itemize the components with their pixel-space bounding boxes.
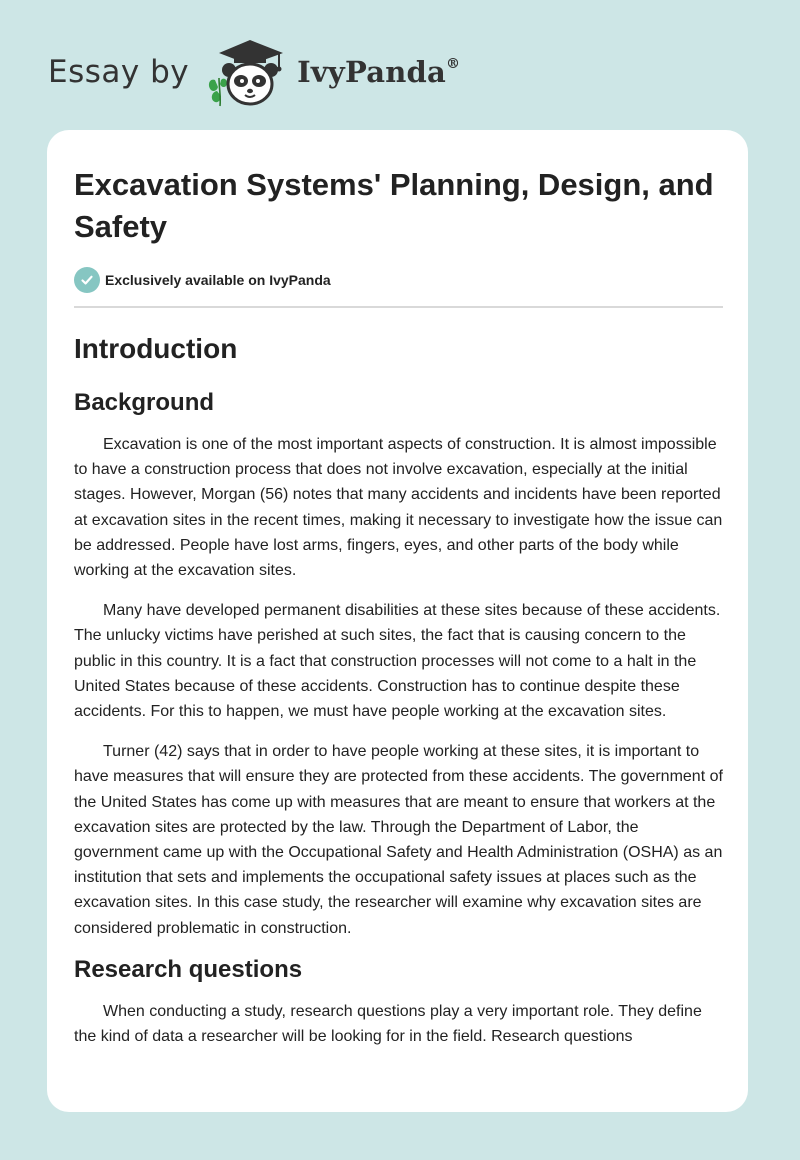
- brand-name-text: IvyPanda: [297, 55, 446, 89]
- essay-title: Excavation Systems' Planning, Design, and Safety: [74, 167, 714, 244]
- section-heading-introduction: Introduction: [74, 333, 238, 364]
- paragraph: Many have developed permanent disabilities at these sites because of these accidents. The unlucky victims have perished at such sites, the fact that is causing concern to the public in this country. It is a fact that construction processes will not come to a halt in the United States because of these accidents. Construction has to continue despite these accidents. For this to happen, we must have people working at the excavation sites.: [74, 602, 721, 721]
- paragraph: When conducting a study, research questions play a very important role. They define the kind of data a researcher will be looking for in the field. Research questions: [74, 1002, 702, 1046]
- divider: [74, 306, 723, 308]
- essay-card: [47, 130, 748, 1112]
- brand-name: [297, 55, 460, 89]
- registered-mark: ®: [445, 56, 461, 72]
- exclusive-badge: [74, 267, 723, 293]
- brand-header[interactable]: [48, 36, 460, 108]
- essay-content: [74, 164, 723, 1049]
- ivy-leaf-icon: [209, 78, 227, 106]
- subsection-heading-background: Background: [74, 389, 215, 416]
- paragraph: Excavation is one of the most important aspects of construction. It is almost impossible to have a construction process that does not involve excavation, especially at the initial stages. However, Morgan (56) notes that many accidents and incidents have been reported at excavation sites in the recent times, making it necessary to investigate how the issue can be addressed. People have lost arms, fingers, eyes, and other parts of the body while working at the excavation sites.: [74, 436, 723, 580]
- check-circle-icon: [74, 267, 100, 293]
- subsection-heading-research-questions: Research questions: [74, 955, 303, 983]
- paragraph: Turner (42) says that in order to have people working at these sites, it is important to have measures that will ensure they are protected from these accidents. The government of the United States has come up with measures that are meant to ensure that workers at the excavation sites are protected by the law. Through the Department of Labor, the government came up with the Occupational Safety and Health Administration (OSHA) as an institution that sets and implements the occupational safety issues at places such as the excavation sites. In this case study, the researcher will examine why excavation sites are considered problematic in construction.: [74, 743, 723, 937]
- panda-graduate-icon: [205, 36, 291, 108]
- exclusive-label: Exclusively available on IvyPanda: [105, 272, 331, 288]
- brand-prefix: Essay by: [48, 54, 190, 90]
